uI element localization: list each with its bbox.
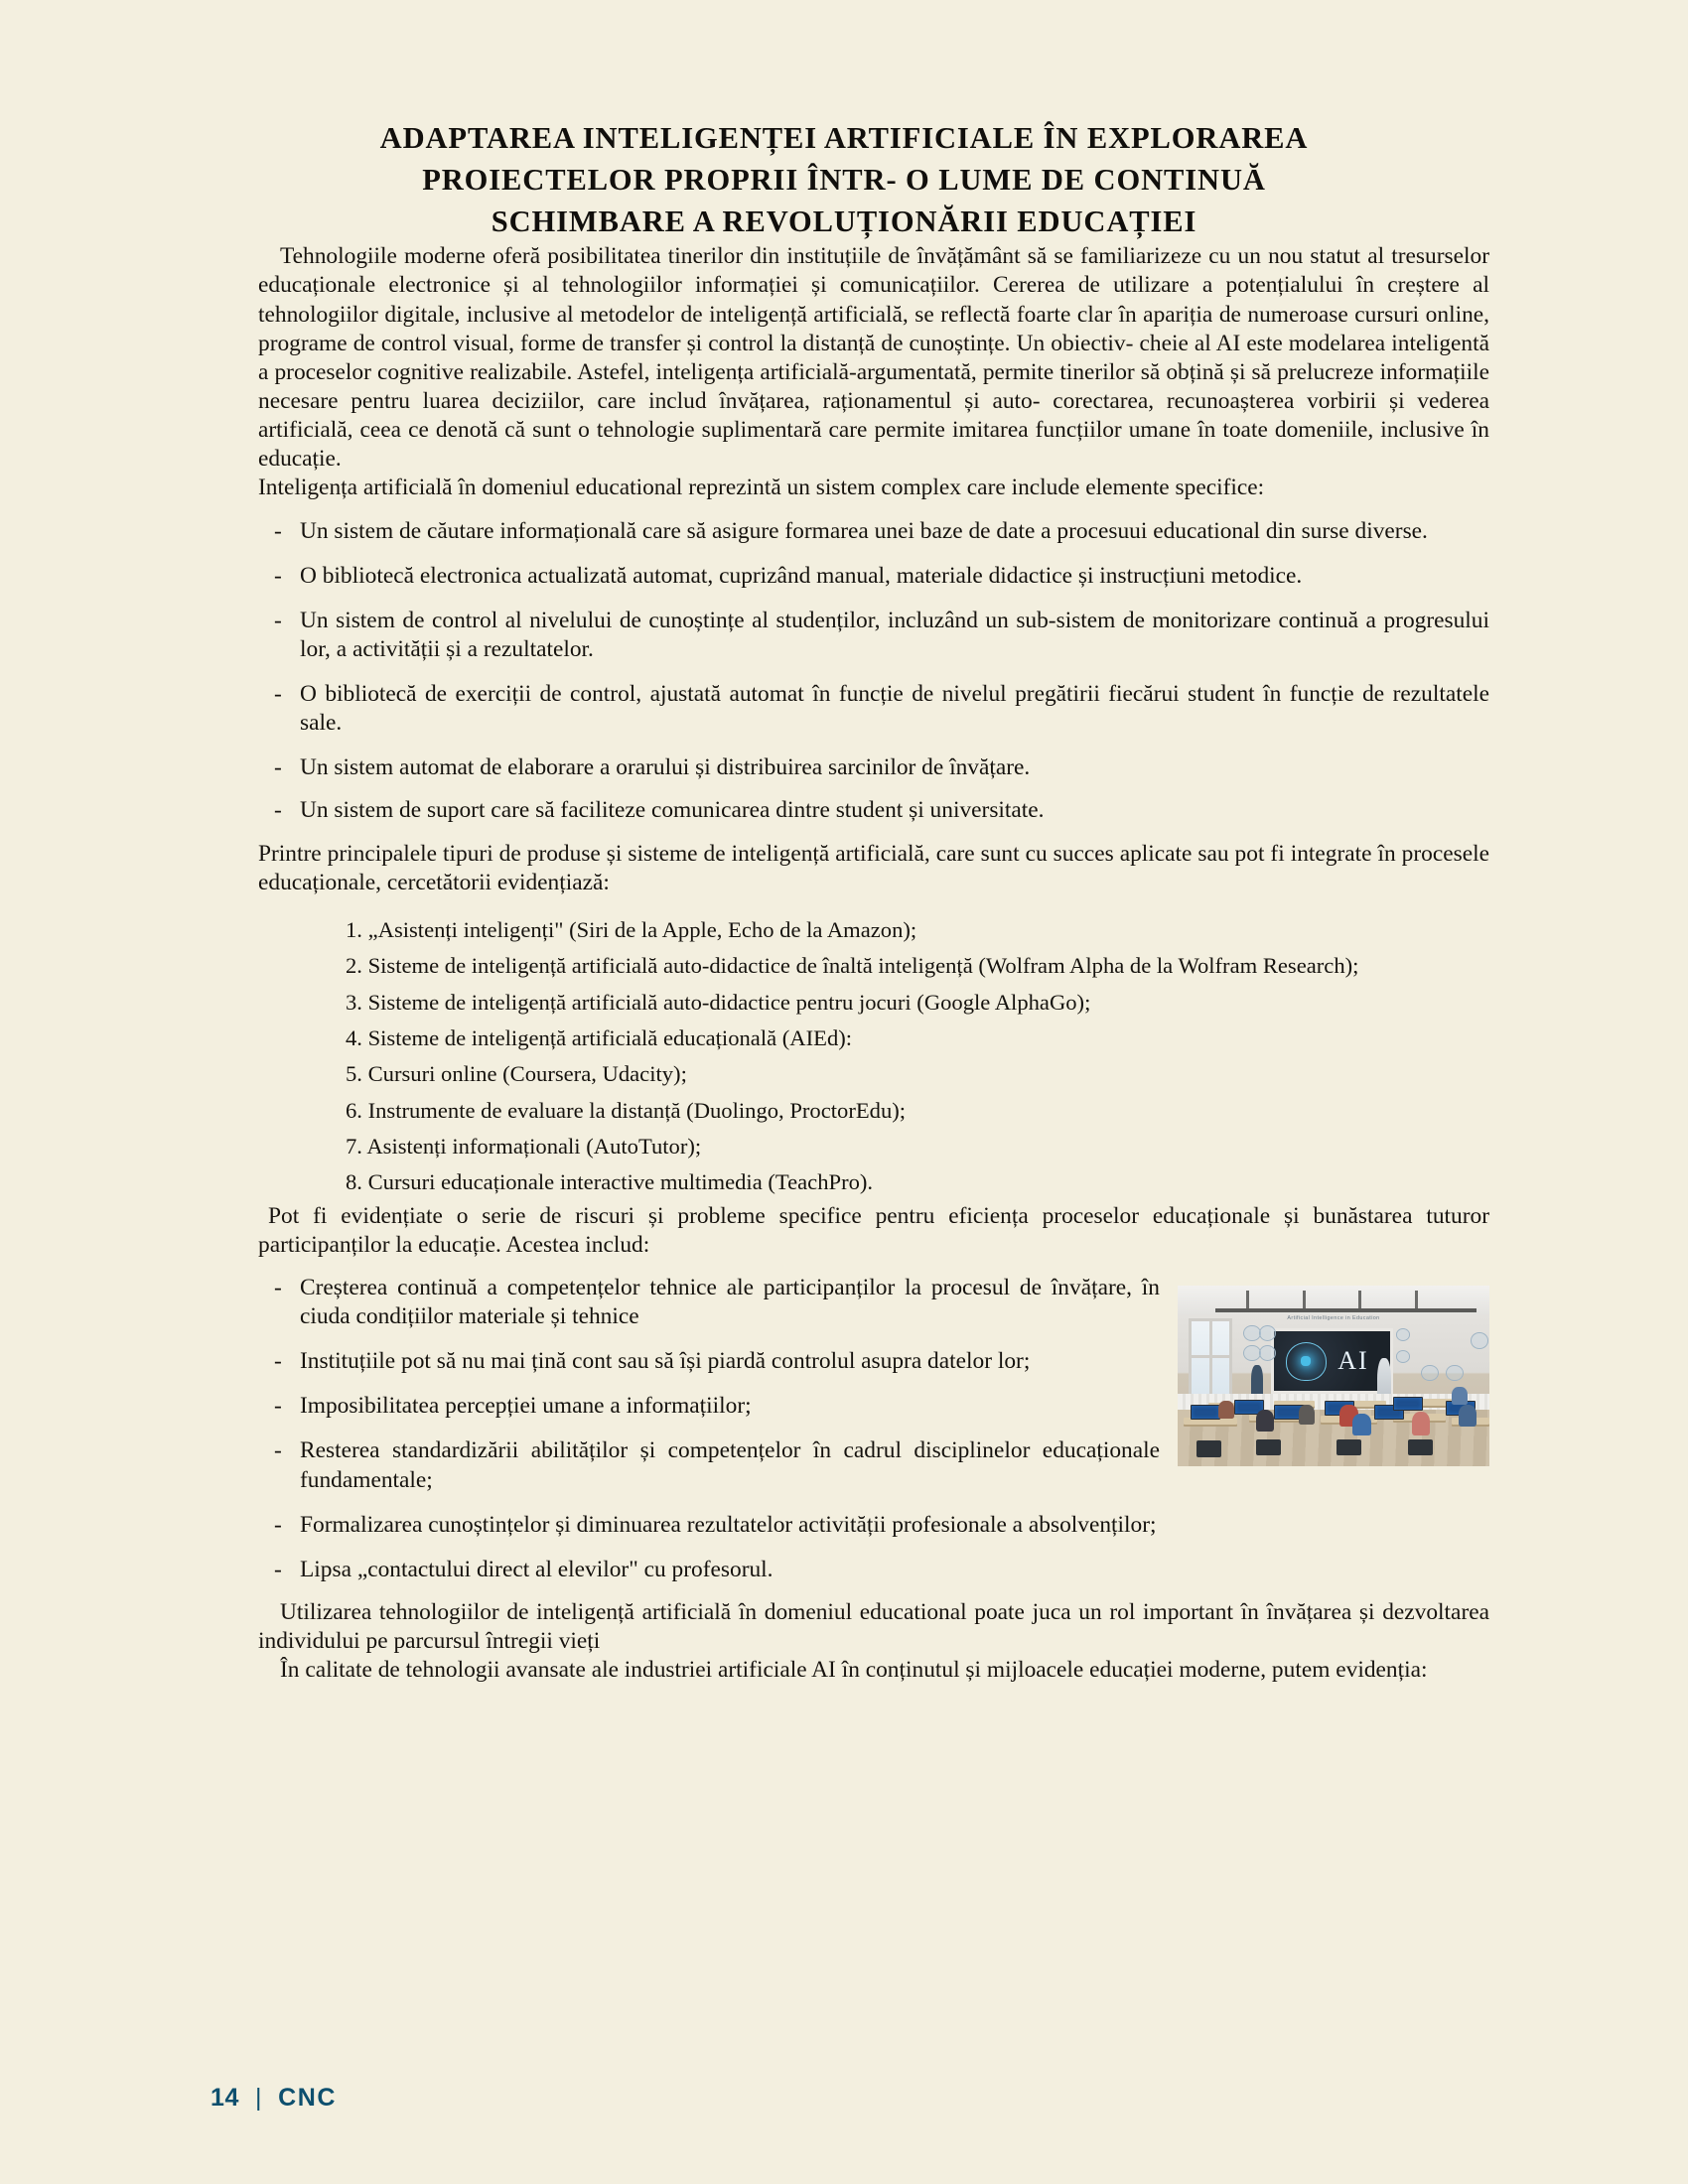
list-item: 7. Asistenți informaționali (AutoTutor); [346, 1133, 702, 1159]
list-item [258, 607, 1489, 664]
list-item-text: O bibliotecă electronica actualizată automat, cuprizând manual, materiale didactice și instrucțiuni metodice. [300, 562, 1303, 589]
paragraph-lead-specifics: Inteligența artificială în domeniul educational reprezintă un sistem complex care include elemente specifice: [258, 475, 1265, 501]
list-item: 4. Sisteme de inteligență artificială educațională (AIEd): [346, 1024, 853, 1050]
list-item [258, 753, 1489, 782]
list-item-text: Imposibilitatea percepției umane a informațiilor; [300, 1393, 752, 1420]
list-item: 6. Instrumente de evaluare la distanță (Duolingo, ProctorEdu); [346, 1097, 907, 1123]
list-item-text: Un sistem automat de elaborare a orarului și distribuirea sarcinilor de învățare. [300, 754, 1031, 781]
bullet-dash-icon: - [274, 607, 282, 633]
title-line-3: SCHIMBARE A REVOLUȚIONĂRII EDUCAȚIEI [491, 205, 1197, 239]
bullet-dash-icon: - [274, 1511, 282, 1538]
list-item [258, 1511, 1489, 1540]
illustration-caption: Artificial Intelligence in Education [1287, 1314, 1380, 1321]
list-item-text: Un sistem de căutare informațională care să asigure formarea unei baze de date a procesuui educational din surse diverse. [300, 517, 1428, 544]
list-item [258, 1392, 1489, 1421]
list-item-text: Instituțiile pot să nu mai țină cont sau să își piardă controlul asupra datelor lor; [300, 1348, 1031, 1375]
paragraph-intro: Tehnologiile moderne oferă posibilitatea tinerilor din instituțiile de învățământ să se familiarizeze cu un nou statut al tresurselor educaționale electronice și al tehnologiilor informației și comunicațiilor. Cererea de utilizare a potențialului în creștere al tehnologiilor digitale, inclusive al metodelor de inteligență artificială, se reflectă foarte clar în apariția de numeroase cursuri online, programe de control visual, forme de transfer și control la distanță de cunoștințe. Un obiectiv- cheie al AI este modelarea inteligentă a proceselor cognitive realizabile. Astefel, inteligența artificială-argumentată, permite tinerilor să obțină și să prelucreze informațiile necesare pentru luarea deciziilor, care includ învățarea, raționamentul și auto- corectarea, recunoașterea vorbirii și vederea artificială, ceea ce denotă că sunt o tehnologie suplimentară care permite imitarea funcțiilor umane în toate domeniile, inclusive în educație. [258, 243, 1489, 473]
bullet-dash-icon: - [274, 562, 282, 589]
list-item [258, 517, 1489, 546]
list-item-text: Lipsa „contactului direct al elevilor" cu profesorul. [300, 1556, 774, 1582]
page-number: 14 [211, 2084, 240, 2112]
bullet-dash-icon: - [274, 1556, 282, 1582]
list-item [258, 1347, 1489, 1376]
list-item [258, 1436, 1489, 1494]
bullet-dash-icon: - [274, 1437, 282, 1464]
bullet-dash-icon: - [274, 1393, 282, 1420]
title-line-1: ADAPTAREA INTELIGENȚEI ARTIFICIALE ÎN EXPLORAREA [379, 121, 1309, 155]
list-item-text: Creșterea continuă a competențelor tehnice ale participanților la procesul de învățare, în ciuda condițiilor materiale și tehnice [300, 1274, 1160, 1329]
bullet-dash-icon: - [274, 797, 282, 824]
paragraph-lead-risks: Pot fi evidențiate o serie de riscuri și probleme specifice pentru eficiența proceselor educaționale și bunăstarea tuturor participanților la educație. Acestea includ: [258, 1202, 1489, 1258]
paragraph-closing-2: În calitate de tehnologii avansate ale industriei artificiale AI în conținutul și mijloacele educației moderne, putem evidenția: [280, 1657, 1428, 1684]
specifics-list [258, 517, 1489, 826]
list-item: 2. Sisteme de inteligență artificială auto-didactice de înaltă inteligență (Wolfram Alpha de la Wolfram Research); [346, 953, 1359, 979]
list-item: 5. Cursuri online (Coursera, Udacity); [346, 1061, 687, 1087]
risks-section [258, 1274, 1489, 1584]
list-item [258, 796, 1489, 825]
list-item-text: Formalizarea cunoștințelor și diminuarea rezultatelor activității profesionale a absolvenților; [300, 1511, 1157, 1538]
title-line-2: PROIECTELOR PROPRII ÎNTR- O LUME DE CONTINUĂ [422, 163, 1266, 198]
list-item: 1. „Asistenți inteligenți" (Siri de la Apple, Echo de la Amazon); [346, 916, 917, 942]
list-item [258, 1274, 1489, 1331]
list-item: 8. Cursuri educaționale interactive multimedia (TeachPro). [346, 1169, 874, 1195]
list-item [258, 680, 1489, 738]
footer-separator: | [255, 2084, 263, 2112]
list-item-text: Un sistem de control al nivelului de cunoștințe al studenților, incluzând un sub-sistem de monitorizare continuă a progresului lor, a activității și a rezultatelor. [300, 607, 1489, 662]
bullet-dash-icon: - [274, 517, 282, 544]
footer-brand: CNC [278, 2084, 338, 2112]
list-item: 3. Sisteme de inteligență artificială auto-didactice pentru jocuri (Google AlphaGo); [346, 989, 1091, 1015]
bullet-dash-icon: - [274, 1348, 282, 1375]
list-item [258, 562, 1489, 591]
bullet-dash-icon: - [274, 1274, 282, 1300]
page-title [0, 0, 1688, 242]
document-body [199, 242, 1489, 1685]
bullet-dash-icon: - [274, 681, 282, 708]
list-item-text: Resterea standardizării abilităților și competențelor în cadrul disciplinelor educaționale fundamentale; [300, 1437, 1160, 1493]
blackboard-ai-label: AI [1337, 1345, 1369, 1375]
list-item [258, 1556, 1489, 1584]
paragraph-closing-1: Utilizarea tehnologiilor de inteligență artificială în domeniul educational poate juca un rol important în învățarea și dezvoltarea individului pe parcursul întregii vieți [258, 1598, 1489, 1655]
list-item-text: Un sistem de suport care să faciliteze comunicarea dintre student și universitate. [300, 797, 1045, 824]
list-item-text: O bibliotecă de exerciții de control, ajustată automat în funcție de nivelul pregătirii fiecărui student în funcție de rezultatele sale. [300, 681, 1489, 737]
products-list [258, 913, 1489, 1200]
paragraph-lead-products: Printre principalele tipuri de produse și sisteme de inteligență artificială, care sunt cu succes aplicate sau pot fi integrate în procesele educaționale, cercetătorii evidențiază: [258, 840, 1489, 895]
bullet-dash-icon: - [274, 754, 282, 781]
page-footer [211, 2084, 337, 2113]
